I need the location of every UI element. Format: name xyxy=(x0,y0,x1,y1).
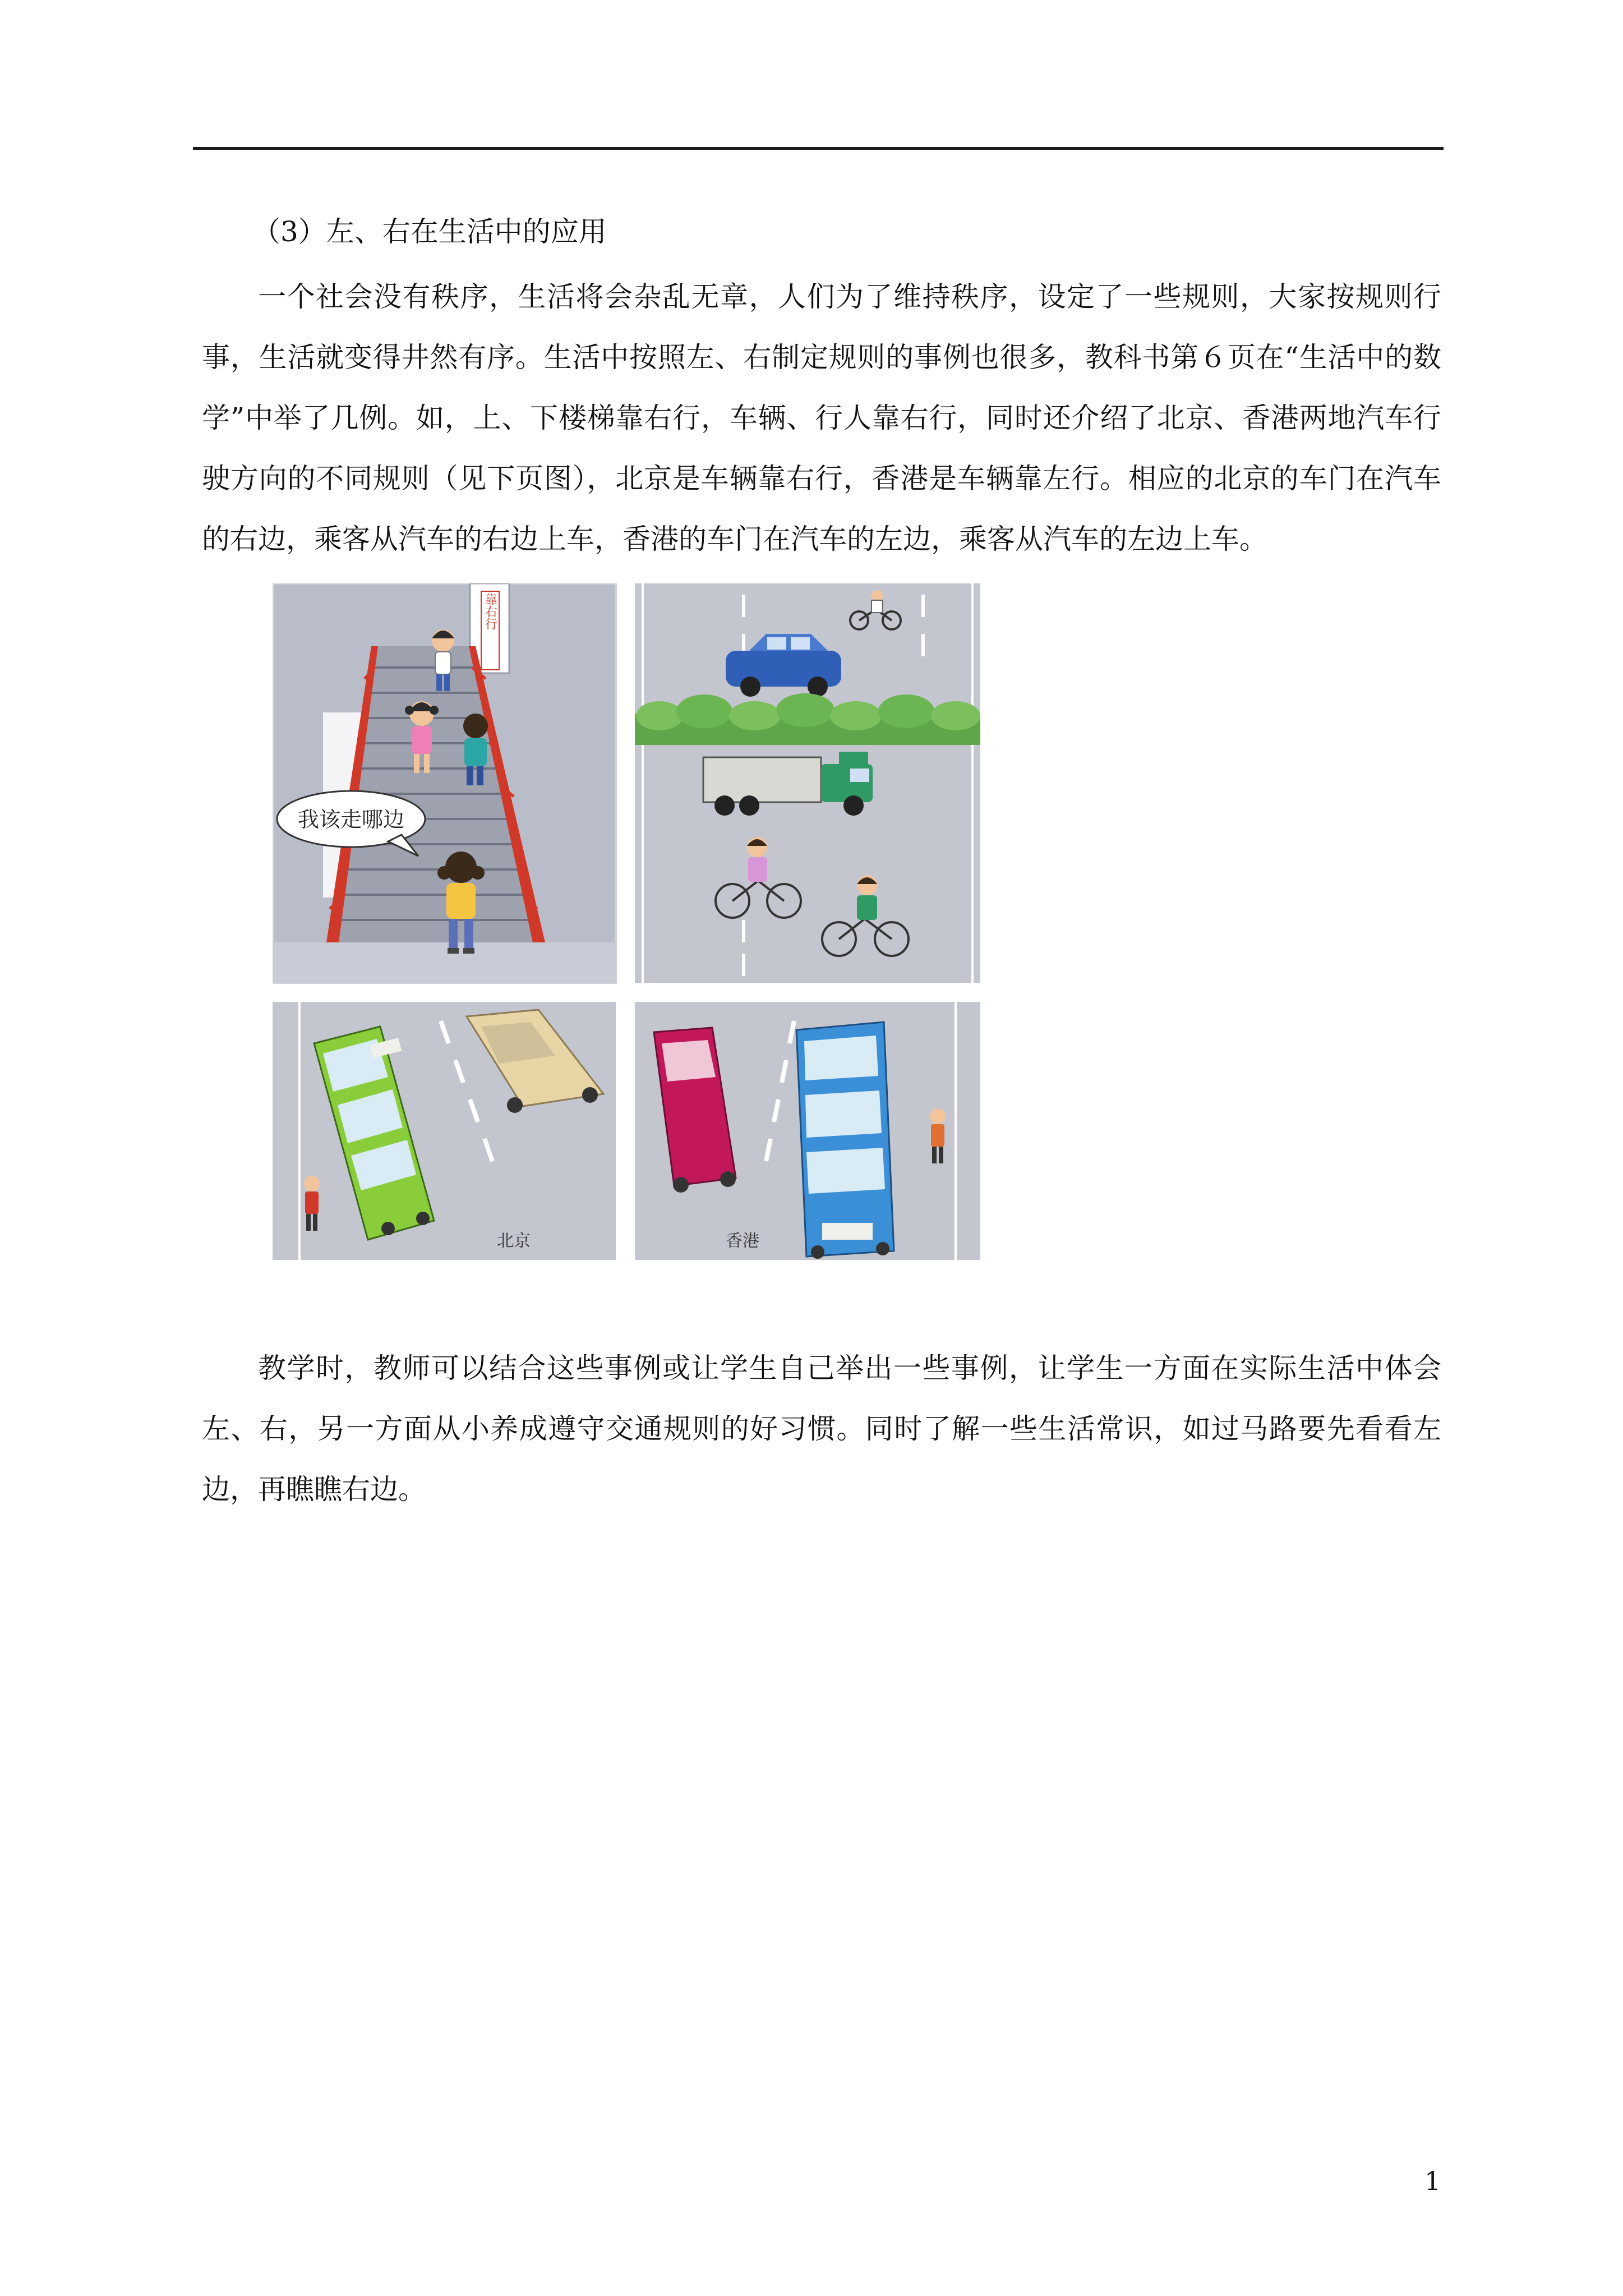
illustration-left-right-rules xyxy=(273,583,980,1260)
bus-blue xyxy=(796,1022,894,1259)
paragraph-rules: 一个社会没有秩序，生活将会杂乱无章，人们为了维持秩序，设定了一些规则，大家按规则行事，生活就变得井然有序。生活中按照左、右制定规则的事例也很多，教科书第６页在“生活中的数学”中举了几例。如，上、下楼梯靠右行，车辆、行人靠右行，同时还介绍了北京、香港两地汽车行驶方向的不同规则（见下页图），北京是车辆靠右行，香港是车辆靠左行。相应的北京的车门在汽车的右边，乘客从汽车的右边上车，香港的车门在汽车的左边，乘客从汽车的左边上车。 xyxy=(202,280,1441,555)
panel-beijing xyxy=(273,1002,616,1260)
paragraph-teaching: 教学时，教师可以结合这些事例或让学生自己举出一些事例，让学生一方面在实际生活中体会左、右，另一方面从小养成遵守交通规则的好习惯。同时了解一些生活常识，如过马路要先看看左边，再瞧瞧右边。 xyxy=(202,1352,1441,1506)
header-rule xyxy=(193,147,1444,150)
panel-road-bikes xyxy=(635,583,980,983)
panel-staircase xyxy=(273,583,616,983)
speech-bubble-text: 我该走哪边 xyxy=(297,807,405,832)
caption-hongkong: 香港 xyxy=(726,1231,759,1251)
panel-hongkong xyxy=(635,1002,980,1260)
hedge-median xyxy=(635,693,980,745)
caption-beijing: 北京 xyxy=(497,1231,531,1251)
section-heading: （3）左、右在生活中的应用 xyxy=(252,215,607,248)
page-number: 1 xyxy=(1424,2166,1441,2196)
stair-sign-text: 靠右行 xyxy=(483,593,497,630)
